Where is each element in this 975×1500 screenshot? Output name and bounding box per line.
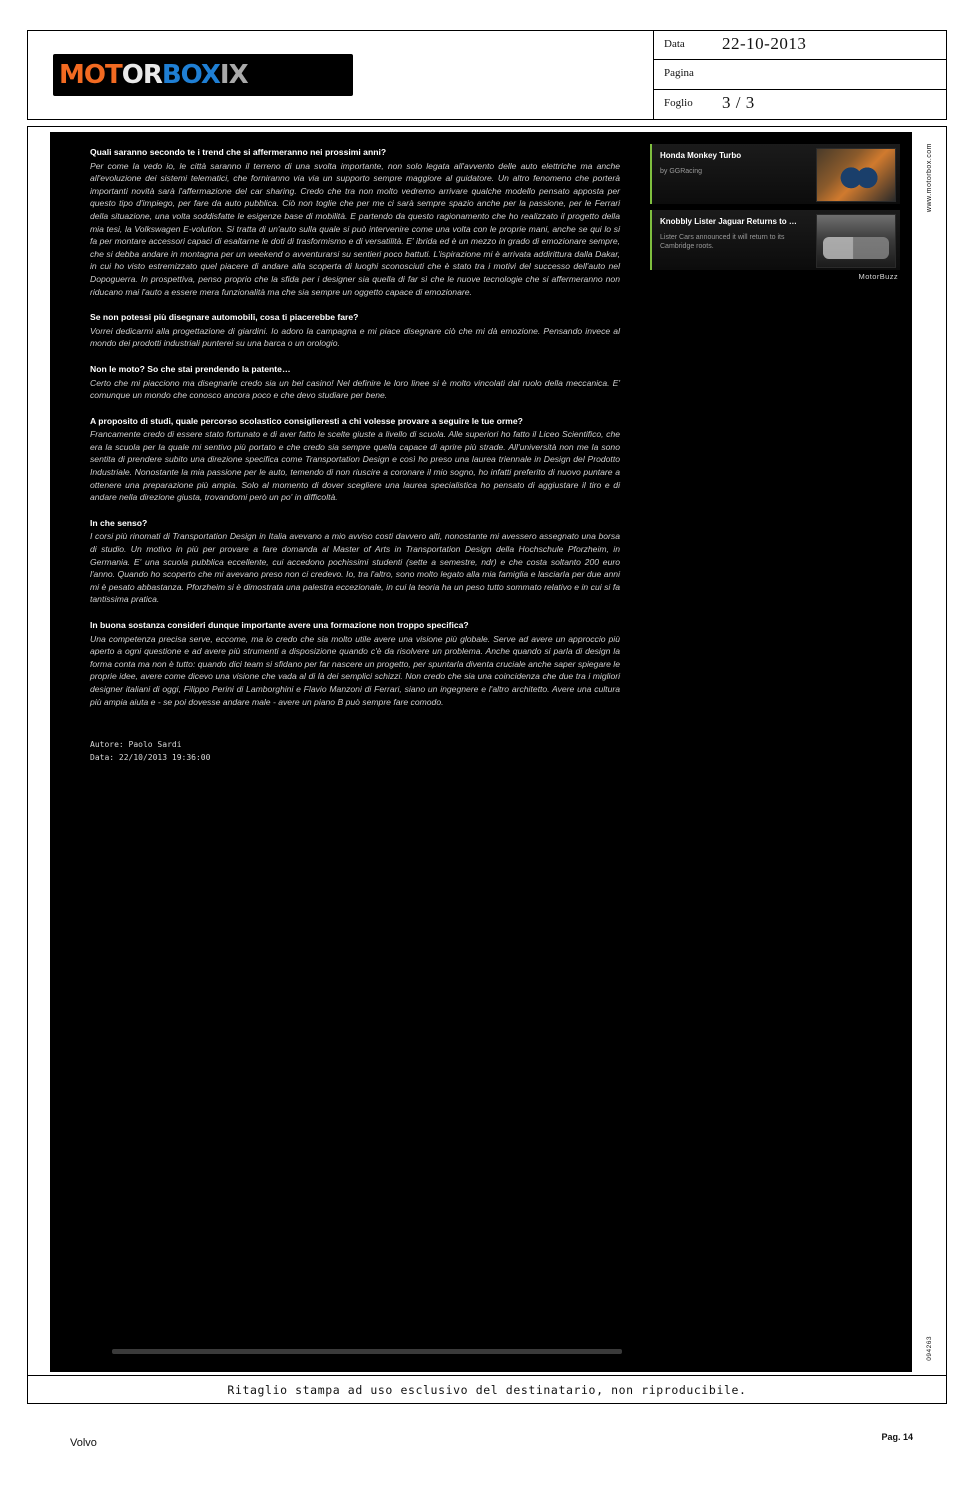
clipping-meta xyxy=(653,31,946,119)
motorbox-logo xyxy=(53,54,353,96)
meta-row-data xyxy=(654,31,946,60)
qa-block xyxy=(90,415,620,504)
webpage-screenshot xyxy=(50,132,912,1372)
meta-row-foglio xyxy=(654,90,946,119)
qa-block xyxy=(90,146,620,298)
logo-part-1: MOT xyxy=(59,60,122,90)
clipping-header xyxy=(27,30,947,120)
question-1: Quali saranno secondo te i trend che si affermeranno nei prossimi anni? xyxy=(90,147,387,157)
meta-value-foglio: 3 / 3 xyxy=(722,92,755,112)
answer-5: I corsi più rinomati di Transportation Design in Italia avevano a mio avviso costi davvero alti, nonostante mi avessero assegnato una borsa di studio. Un motivo in più per provare a fare domanda al Master of Arts in Transportation Design della Hochschule Pforzheim, in Germania. E' una scuola pubblica eccellente, cui accedono pochissimi studenti (sette a semestre, ndr) e che costa soltanto 200 euro l'anno. Quando ho scoperto che mi avevano preso non ci credevo. Io, tra l'altro, sono molto legato alla mia famiglia e lasciarla per due anni mi è pesato abbastanza. Pforzheim si è dimostrata una palestra eccezionale, in cui la teoria ha un peso tutto sommato relativo e in cui si fa tantissima pratica. xyxy=(90,531,620,605)
article-text xyxy=(90,146,620,764)
article-signature xyxy=(90,738,620,764)
qa-block xyxy=(90,363,620,402)
related-news-item[interactable] xyxy=(650,210,900,270)
logo-part-4: IX xyxy=(219,60,248,90)
qa-block xyxy=(90,619,620,708)
usage-notice-text: Ritaglio stampa ad uso esclusivo del destinatario, non riproducibile. xyxy=(227,1382,747,1397)
horizontal-scrollbar[interactable] xyxy=(112,1349,622,1354)
related-news-subtitle: by GGRacing xyxy=(660,168,703,175)
source-url-vertical: www.motorbox.com xyxy=(926,143,933,213)
answer-3: Certo che mi piacciono ma disegnarle credo sia un bel casino! Nel definire le loro linee si è molto vincolati dal ruolo della meccanica. E' comunque un mondo che conosco ancora poco e che devo studiare per bene. xyxy=(90,377,620,401)
classic-car-thumbnail-icon xyxy=(816,214,896,268)
question-5: In che senso? xyxy=(90,517,148,528)
answer-2: Vorrei dedicarmi alla progettazione di giardini. Io adoro la campagna e mi piace disegnare ciò che mi dà emozione. Pensando invece al mondo dei prodotti industriali punterei su una barca o un orologio. xyxy=(90,325,620,349)
answer-1: Per come la vedo io, le città saranno il terreno di una svolta importante, non solo legata all'avvento delle auto elettriche ma anche all'evoluzione dei sistemi telematici, che forniranno via via un supporto sempre maggiore al guidatore. Un altro fenomeno che porterà importanti novità sarà l'affermazione del car sharing. Credo che tra non molto vedremo arrivare qualche modello pensato apposta per questo tipo d'impiego, per fare da auto pubblica. Ciò non toglie che per me ci sarà sempre spazio anche per la passione, per le Ferrari della situazione, una volta soddisfatte le esigenze base di mobilità. E partendo da questo ragionamento che ho realizzato il progetto della mia tesi, la Volkswagen E-volution. Si tratta di un'auto sulla quale si può intervenire come una volta con le proprie mani, anche se qui lo si fa per montare accessori capaci di esaltarne le doti di trasformismo e di versatilità. E' ibrida ed è un mezzo in grado di emozionare sempre, che si debba andare in montagna per un weekend o avventurarsi su sentieri poco battuti. L'ispirazione mi è arrivata addirittura dalla Dakar, in cui ho visto estremizzato quel piacere di andare alla scoperta di luoghi sconosciuti che è stato tra i motivi del successo dell'auto nel Dopoguerra. In prospettiva, penso proprio che la sfida per i designer sia quella di far sì che le nuove tecnologie che si affermeranno non riducano mai l'auto a essere mera funzionalità ma che sia sempre un oggetto capace di emozionare. xyxy=(90,160,620,297)
question-4: A proposito di studi, quale percorso scolastico consiglieresti a chi volesse provare a seguire le tue orme? xyxy=(90,415,523,426)
publication-logo-cell xyxy=(28,31,653,119)
question-6: In buona sostanza consideri dunque importante avere una formazione non troppo specifica? xyxy=(90,620,469,630)
meta-row-pagina xyxy=(654,60,946,89)
related-news-title: Knobbly Lister Jaguar Returns to … xyxy=(660,217,797,226)
question-2: Se non potessi più disegnare automobili, cosa ti piacerebbe fare? xyxy=(90,312,359,323)
meta-label-pagina: Pagina xyxy=(664,67,694,80)
sidebar-footer-label: MotorBuzz xyxy=(858,272,898,281)
logo-part-2: OR xyxy=(121,60,162,90)
meta-label-foglio: Foglio xyxy=(664,96,693,109)
qa-block xyxy=(90,311,620,350)
related-news-sidebar xyxy=(650,144,900,281)
logo-part-3: BOX xyxy=(161,60,220,90)
answer-6: Una competenza precisa serve, eccome, ma io credo che sia molto utile avere una visione più globale. Serve ad avere un approccio più aperto a ogni questione e ad avere più strumenti a disposizione quando c'è da risolvere un problema. Anche quando si parla di design la forma conta ma non è tutto: quando dici team si sfidano per far nascere un progetto, per spuntarla diventa cruciale anche saper spiegare le proprie idee, avere come dicevo una visione che vada al di là dei semplici schizzi. Non credo che sia una coincidenza che due tra i migliori designer italiani di oggi, Filippo Perini di Lamborghini e Flavio Manzoni di Ferrari, siano un ingegnere e l'altro architetto. Avere una cultura più ampia aiuta e - se poi dovesse andare male - avere un piano B può sempre fare comodo. xyxy=(90,633,620,707)
related-news-title: Honda Monkey Turbo xyxy=(660,151,742,160)
related-news-item[interactable] xyxy=(650,144,900,204)
question-3: Non le moto? So che stai prendendo la patente… xyxy=(90,363,291,374)
usage-notice-bar xyxy=(27,1376,947,1404)
motorcycle-thumbnail-icon xyxy=(816,148,896,202)
page-number: Pag. 14 xyxy=(881,1432,913,1442)
related-news-subtitle: Lister Cars announced it will return to its Cambridge roots. xyxy=(660,234,785,250)
client-brand-label: Volvo xyxy=(70,1437,97,1449)
article-author: Autore: Paolo Sardi xyxy=(90,740,182,750)
clipping-body xyxy=(27,126,947,1376)
clipping-code-vertical: 094263 xyxy=(926,1336,933,1361)
article-date: Data: 22/10/2013 19:36:00 xyxy=(90,753,211,763)
qa-block xyxy=(90,517,620,606)
meta-label-data: Data xyxy=(664,38,685,50)
answer-4: Francamente credo di essere stato fortunato e di aver fatto le scelte giuste a livello di scuola. Alle superiori ho fatto il Liceo Scientifico, che era la scuola per la quale mi sentivo più portato e che credo sia sempre quella capace di aprire più strade. All'università non me la sono sentita di prendere subito una direzione specifica come Transportation Design e così ho preso una laurea triennale in Design del Prodotto Industriale. Nonostante la mia passione per le auto, temendo di non riuscire a coronare il mio sogno, ho infatti preferito di nuovo puntare a ottenere una preparazione più ampia. Solo al momento di dover scegliere una laurea specialistica ho pensato di aggiustare il tiro e di andare nella direzione giusta, trovandomi però un po' in difficoltà. xyxy=(90,429,620,503)
meta-value-data: 22-10-2013 xyxy=(722,34,807,53)
